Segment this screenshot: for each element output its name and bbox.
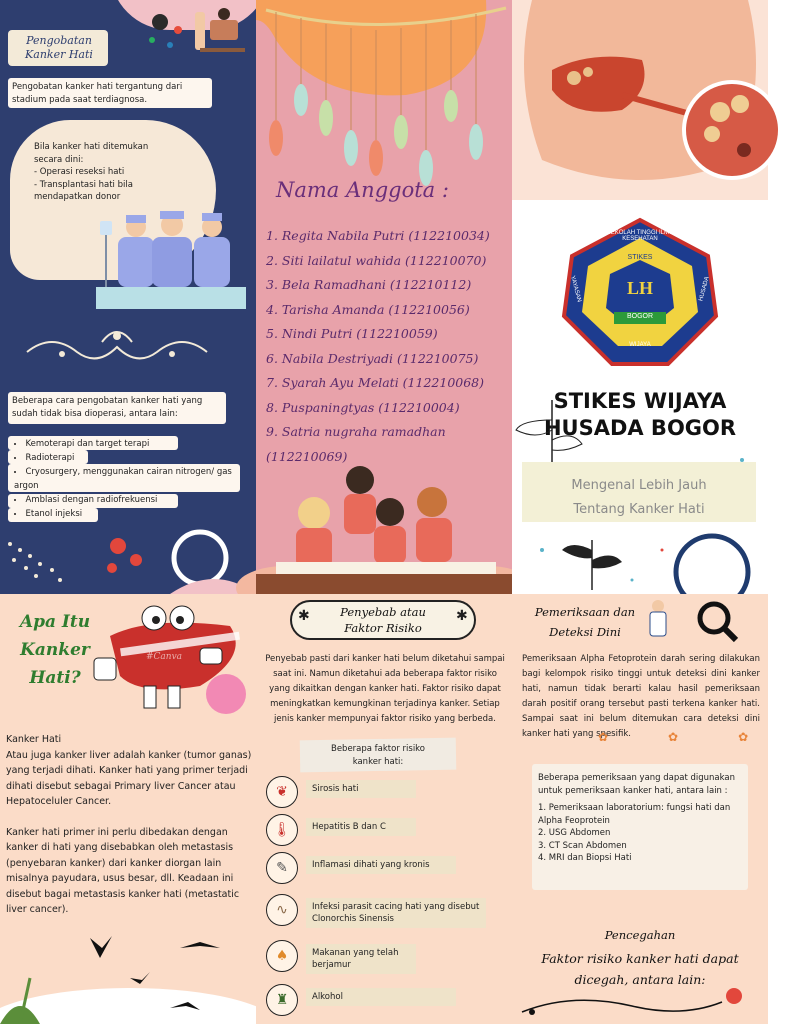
prevention-text: Faktor risiko kanker hati dapat dicegah, antara lain: [541, 951, 739, 987]
early-treatment: Bila kanker hati ditemukan secara dini: - Operasi reseksi hati - Transplantasi hati bila mendapatkan donor [34, 141, 184, 204]
member-item: 4. Tarisha Amanda (112210056) [266, 301, 470, 317]
risk-title: Penyebab atau Faktor Risiko [340, 605, 426, 635]
logo-top-text: SEKOLAH TINGGI ILMU KESEHATAN [606, 230, 674, 242]
logo-mark: LH [626, 278, 653, 298]
panel-treatment [0, 0, 256, 594]
exam-item: 2. USG Abdomen [538, 828, 611, 838]
exam-list-intro: Beberapa pemeriksaan yang dapat digunakan untuk pemeriksaan kanker hati, antara lain : [538, 773, 736, 796]
member-item: (112210069) [266, 448, 348, 464]
ornament-divider [22, 322, 212, 372]
exam-item: 1. Pemeriksaan laboratorium: fungsi hati dan Alpha Feoprotein [538, 803, 731, 826]
worm-icon: ∿ [266, 894, 298, 926]
members-list [266, 224, 490, 469]
member-item: 6. Nabila Destriyadi (112210075) [266, 350, 479, 366]
logo-left-text: YAYASAN [569, 275, 582, 303]
exam-item: 3. CT Scan Abdomen [538, 840, 627, 851]
member-item: 9. Satria nugraha ramadhan [266, 424, 446, 439]
member-item: 5. Nindi Putri (112210059) [266, 326, 438, 341]
title-star-left: ✱ [298, 608, 310, 624]
intro-text: Pengobatan kanker hati tergantung dari stadium pada saat terdiagnosa. [12, 82, 183, 105]
students-illustration [256, 458, 512, 594]
panel-members [256, 0, 512, 594]
risk-list-heading: Beberapa faktor risiko kanker hati: [330, 744, 425, 767]
advanced-item: • Etanol injeksi [14, 507, 240, 521]
early-item: - Transplantasi hati bila mendapatkan donor [34, 179, 133, 202]
exam-item: 4. MRI dan Biopsi Hati [538, 853, 632, 863]
panel-risk-factors [256, 594, 512, 1024]
detection-title: Pemeriksaan dan Deteksi Dini [534, 605, 636, 639]
advanced-item: • Kemoterapi dan target terapi [14, 437, 240, 451]
what-is-text [6, 732, 252, 918]
early-list [34, 166, 184, 204]
doctor-illustration [140, 0, 250, 60]
risk-item: ✎ Inflamasi dihati yang kronis [266, 852, 498, 882]
member-item: 1. Regita Nabila Putri (112210034) [266, 228, 490, 243]
syringe-icon: ✎ [266, 852, 298, 884]
panel-cover [512, 0, 768, 594]
risk-item: ♜ Alkohol [266, 984, 498, 1014]
logo-right-text: HUSADA [698, 276, 711, 302]
exam-list [538, 772, 738, 865]
advanced-list [14, 437, 240, 521]
birds-illustration [0, 918, 256, 1024]
para-title: Kanker Hati [6, 734, 62, 745]
para-2: Kanker hati primer ini perlu dibedakan dengan kanker di hati yang disebabkan oleh metastasis (penyebaran kanker) dari kanker diorgan lain misalnya payudara, usus besar, dll. Keadaan ini disebut bagai metastasis kanker hati (metastatic liver cancer). [6, 826, 240, 915]
member-item: 3. Bela Ramadhani (112210112) [266, 277, 472, 292]
detection-intro: Pemeriksaan Alpha Fetoprotein darah sering dilakukan bagi kelompok risiko tinggi untuk deteksi dini kanker hati, namun tidak berarti kalau hasil pemeriksaan darah positif orang tersebut pasti terkena kanker hati. Sampai saat ini belum ditemukan cara deteksi dini kanker hati yang spesifik. [522, 654, 760, 739]
bottom-decor [0, 524, 256, 594]
surgeons-illustration [96, 205, 246, 315]
risk-item: ♠ Makanan yang telah berjamur [266, 940, 498, 980]
panel-what-is [0, 594, 256, 1024]
risk-intro: Penyebab pasti dari kanker hati belum diketahui sampai saat ini. Namun diketahui ada beberapa faktor risiko yang dikaitkan dengan kanker hati. Faktor risiko dapat meningkatkan kemungkinan terjadinya kanker. Setiap jenis kanker mempunyai faktor risiko yang berbeda. [265, 654, 505, 724]
member-item: 2. Siti lailatul wahida (112210070) [266, 252, 487, 268]
para-1: Atau juga kanker liver adalah kanker (tumor ganas) yang terjadi dihati. Kanker hati yang primer terjadi dihati disebut sebagai Primary liver Cancer atau Hepatoceluler Cancer. [6, 749, 252, 807]
members-heading: Nama Anggota : [276, 178, 449, 202]
advanced-intro-text: Beberapa cara pengobatan kanker hati yang sudah tidak bisa dioperasi, antara lain: [12, 396, 203, 419]
risk-item: 🌡 Hepatitis B dan C [266, 814, 498, 844]
logo-bottom-text: WIJAYA [629, 342, 651, 348]
logo-banner-text: BOGOR [626, 313, 654, 320]
title-star-right: ✱ [456, 608, 468, 624]
advanced-item: • Radioterapi [14, 451, 240, 465]
mushroom-icon: ♠ [266, 940, 298, 972]
thermometer-icon: 🌡 [266, 814, 298, 846]
risk-item: ❦ Sirosis hati [266, 776, 498, 806]
member-item: 8. Puspaningtyas (112210004) [266, 399, 460, 415]
prevention-title: Pencegahan [604, 928, 676, 942]
liver-icon: ❦ [266, 776, 298, 808]
bottom-ornament [512, 986, 768, 1024]
bottles-icon: ♜ [266, 984, 298, 1016]
subtitle: Mengenal Lebih Jauh Tentang Kanker Hati [571, 478, 707, 517]
school-name: STIKES WIJAYA HUSADA BOGOR [543, 389, 737, 440]
doctor-magnifier-icon [644, 596, 744, 646]
sun-decor [256, 0, 512, 200]
detection-flowers: ✿✿✿ [598, 730, 808, 744]
risk-item: ∿ Infeksi parasit cacing hati yang disebut Clonorchis Sinensis [266, 894, 498, 934]
member-item: 7. Syarah Ayu Melati (112210068) [266, 375, 485, 390]
intro-box [8, 78, 212, 108]
advanced-intro-box [8, 392, 226, 424]
early-item: - Operasi reseksi hati [34, 167, 125, 177]
canva-mark: #Canva [146, 652, 183, 662]
panel-detection [512, 594, 808, 1024]
advanced-list-box [8, 436, 240, 524]
advanced-item: • Amblasi dengan radiofrekuensi [14, 493, 240, 507]
liver-illustration [512, 0, 768, 200]
what-is-title: Apa Itu Kanker Hati? [19, 612, 91, 688]
panel1-title: Pengobatan Kanker Hati [25, 34, 93, 61]
logo-center-text: STIKES [627, 254, 653, 261]
advanced-item: • Cryosurgery, menggunakan cairan nitrogen/ gas argon [14, 465, 240, 493]
